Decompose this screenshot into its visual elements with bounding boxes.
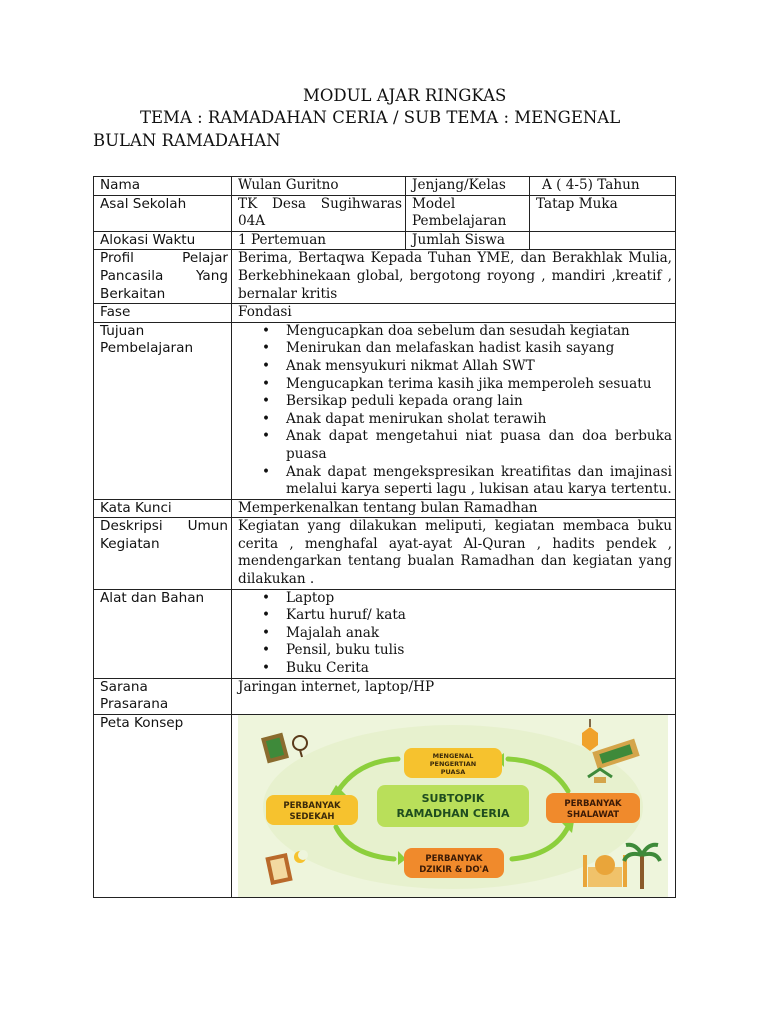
- center-text-1: SUBTOPIK: [421, 791, 485, 805]
- peta-label: Peta Konsep: [94, 714, 232, 897]
- profil-value: Berima, Bertaqwa Kepada Tuhan YME, dan Berakhlak Mulia, Berkebhinekaan global, bergotong royong , mandiri ,kreatif , bernalar kritis: [232, 250, 676, 304]
- left-text-2: SEDEKAH: [289, 811, 335, 822]
- sarana-value: Jaringan internet, laptop/HP: [232, 678, 676, 714]
- kata-value: Memperkenalkan tentang bulan Ramadhan: [232, 499, 676, 518]
- profil-label: Profil Pelajar Pancasila Yang Berkaitan: [94, 250, 232, 304]
- list-item: • Kartu huruf/ kata: [286, 607, 672, 625]
- fase-value: Fondasi: [232, 304, 676, 323]
- row-nama: [94, 177, 676, 196]
- nama-value: Wulan Guritno: [232, 177, 406, 196]
- tujuan-list: [238, 323, 672, 499]
- bottom-text-1: PERBANYAK: [425, 853, 483, 864]
- deskripsi-value: Kegiatan yang dilakukan meliputi, kegiatan membaca buku cerita , menghafal ayat-ayat Al-Quran , hadits pendek , mendengarkan tentang bualan Ramadhan dan kegiatan yang dilakukan .: [232, 518, 676, 589]
- row-tujuan: [94, 322, 676, 499]
- list-item: • Mengucapkan terima kasih jika memperoleh sesuatu: [286, 376, 672, 394]
- doc-theme-cont: BULAN RAMADAHAN: [93, 131, 281, 150]
- kata-label: Kata Kunci: [94, 499, 232, 518]
- right-text-2: SHALAWAT: [566, 809, 620, 820]
- alokasi-value: 1 Pertemuan: [232, 231, 406, 250]
- list-item: • Majalah anak: [286, 625, 672, 643]
- sekolah-label: Asal Sekolah: [94, 195, 232, 231]
- row-alat: [94, 589, 676, 678]
- module-table: [93, 176, 676, 898]
- row-kata: [94, 499, 676, 518]
- list-item: • Laptop: [286, 590, 672, 608]
- alat-list: [238, 590, 672, 678]
- model-label: Model Pembelajaran: [406, 195, 530, 231]
- row-peta: [94, 714, 676, 897]
- jumlah-value: [530, 231, 676, 250]
- row-deskripsi: [94, 518, 676, 589]
- top-text-2: PENGERTIAN: [429, 759, 477, 768]
- tujuan-label: Tujuan Pembelajaran: [94, 322, 232, 499]
- alat-label: Alat dan Bahan: [94, 589, 232, 678]
- top-text-1: MENGENAL: [432, 751, 474, 760]
- jumlah-label: Jumlah Siswa: [406, 231, 530, 250]
- sarana-label: Sarana Prasarana: [100, 678, 169, 713]
- list-item: • Pensil, buku tulis: [286, 642, 672, 660]
- list-item: • Mengucapkan doa sebelum dan sesudah kegiatan: [286, 323, 672, 341]
- sekolah-value: TK Desa Sugihwaras 04A: [232, 195, 406, 231]
- list-item: • Anak mensyukuri nikmat Allah SWT: [286, 358, 672, 376]
- center-text-2: RAMADHAN CERIA: [396, 806, 510, 820]
- list-item: • Anak dapat mengekspresikan kreatifitas dan imajinasi melalui karya seperti lagu , lukisan atau karya tertentu.: [286, 464, 672, 499]
- deskripsi-label: Deskripsi Umun Kegiatan: [94, 518, 232, 589]
- model-value: Tatap Muka: [530, 195, 676, 231]
- list-item: • Menirukan dan melafaskan hadist kasih sayang: [286, 340, 672, 358]
- doc-theme: TEMA : RAMADAHAN CERIA / SUB TEMA : MENGENAL: [140, 108, 621, 127]
- row-sarana: [94, 678, 676, 714]
- list-item: • Anak dapat mengetahui niat puasa dan doa berbuka puasa: [286, 428, 672, 463]
- row-alokasi: [94, 231, 676, 250]
- row-profil: [94, 250, 676, 304]
- alokasi-label: Alokasi Waktu: [94, 231, 232, 250]
- list-item: • Buku Cerita: [286, 660, 672, 678]
- top-text-3: PUASA: [440, 767, 466, 776]
- bottom-text-2: DZIKIR & DO'A: [419, 864, 489, 875]
- left-text-1: PERBANYAK: [283, 800, 341, 811]
- fase-label: Fase: [94, 304, 232, 323]
- list-item: • Anak dapat menirukan sholat terawih: [286, 411, 672, 429]
- jenjang-value: A ( 4-5) Tahun: [530, 177, 676, 196]
- doc-title: MODUL AJAR RINGKAS: [303, 86, 507, 105]
- right-text-1: PERBANYAK: [564, 798, 622, 809]
- row-sekolah: [94, 195, 676, 231]
- list-item: • Bersikap peduli kepada orang lain: [286, 393, 672, 411]
- row-fase: [94, 304, 676, 323]
- concept-map: [238, 715, 668, 897]
- nama-label: Nama: [94, 177, 232, 196]
- jenjang-label: Jenjang/Kelas: [406, 177, 530, 196]
